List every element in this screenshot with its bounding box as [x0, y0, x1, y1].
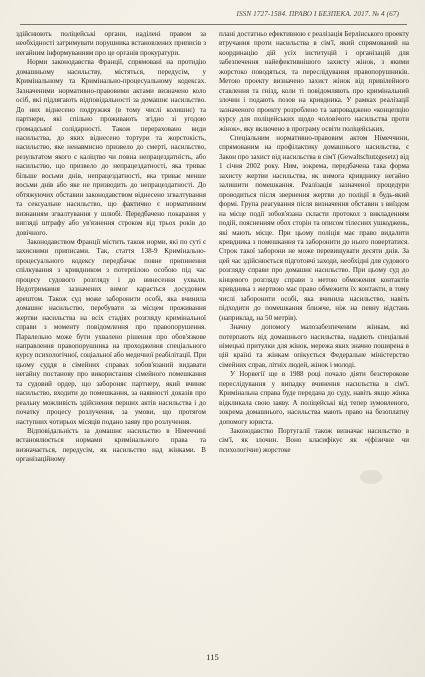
- header-rule: [20, 24, 407, 25]
- paragraph: Відповідальність за домашнє насильство в Німеччині встановлюється нормами кримінального права та визначається, передусім, як насильство над жінками. В організаційному: [16, 427, 206, 464]
- running-header: ISSN 1727-1584. ПРАВО І БЕЗПЕКА. 2017. № 4 (67): [236, 10, 399, 18]
- text-columns: [16, 30, 409, 642]
- paragraph: У Норвегії ще в 1988 році почало діяти безстерокове переслідування у випадку вчинення насильства в сім'ї. Кримінальна справа буде передана до суду, навіть якщо жінка відкликала свою заяву. А поліцейські від тепер зумовленого, зокрема домашнього, насильства мають право на безоплатну допомогу юриста.: [219, 370, 409, 426]
- paragraph: Норми законодавства Франції, спрямовані на протидію домашньому насильству, містяться, передусім, у Кримінальному та Кримінально-процесуальному кодексах. Зазначеними нормативно-правовими актами визначено коло осіб, які підлягають відповідальності за домашнє насильство. До них віднесено подружжя (в тому числі колишнє) та партнери, які спільно проживають згідно зі угодою громадської солідарності. Також перераховано види насильства, до яких віднесено тортури та жорстокість, насильство, яке ненавмисно призвело до смерті, насильство, результатом якого є каліцтво чи повна непрацездатність, або насильство, що призвело до непрацездатності, яка триває більше восьми днів, непрацездатності, яка триває менше восьми днів або яке не призводить до непрацездатності. До обтяжуючих обставин законодавством віднесено згвалтування та сексуальне насильство, що фактично є нормативним визнанням згвалтування у шлюбі. Передбачено покарання у вигляді штрафу або ув'язнення строком від трьох років до довічного.: [16, 58, 206, 237]
- paragraph: Спеціальним нормативно-правовим актом Німеччини, спрямованим на профілактику домашнього насильства, є Закон про захист від насильства в сім'ї (Gewaltschutzgesetz) від 1 січня 2002 року. Ним, зокрема, передбачена така форма захисту жертви насильства, як вимога кривднику негайно залишити помешкання. Реалізація зазначеної процедури проводиться після звернення жертви до поліції в будь-який формі. Група реагування після визначення обставин з виїздом на місце події зобов'язана скласти протокол з викладенням подій, поясненням обох сторін та описом тілесних ушкоджень, які мають місце. При цьому поліція має право видалити кривдника з помешкання та заборонити до нього повертатися. Строк такої заборони не може перевищувати десяти днів. За цей час здійснюється підготовчі заходи, необхідні для судового розгляду справи про домашнє насильство. При цьому суд до кінцевого розгляду справи з метою обмеження контактів кривдника з жертвою має право обмежити їх контакти, в тому числі заборонити особі, яка вчинила насильство, навіть підходити до помешкання ближче, ніж на певну відстань (наприклад, на 50 метрів).: [219, 133, 409, 322]
- right-column: [219, 30, 409, 642]
- left-column: [16, 30, 206, 642]
- paragraph: плані достатньо ефективною є реалізація Берлінського проекту втручання проти насильства в сім'ї, який спрямований на координацію дій усіх інституцій і організацій для забезпечення найефективнішого захисту жінок, з якими жорстоко поводяться, та переслідування правопорушників. Метою проекту визначено захист жінок від привілейного ставлення та гнізд, коли ті повідомляють про кримінальний злочин і подають позов на кривдника. У рамках реалізації зазначеного проекту розроблено та запроваджено «концепцію курсу для поліцейських щодо чоловічого насильства проти жінок», яку включено в програму освіти поліцейських.: [219, 30, 409, 133]
- page-number: 115: [206, 652, 219, 662]
- paragraph: Значну допомогу малозабезпеченим жінкам, які потерпають від домашнього насильства, надають спеціальні німецькі притулки для жінок, мережа яких значно поширена в цій країні та жінкам опікується Федеральне міністерство сімейних справ, літніх людей, жінок і молоді.: [219, 323, 409, 369]
- paragraph: Законодавством Франції містить також норми, які по суті є захисними приписами. Так, стаття 138-9 Кримінально-процесуального кодексу передбачає повне припинення спілкування з кривдником з потерпілою особою під час процесу судового розгляду і до винесення ухвали. Недотримання зазначених вимог карається досудовим арештом. Також суд може заборонити особі, яка вчинила домашнє насильство, перебувати за місцем проживання жертви насильства на всіх стадіях розгляду кримінальної справи з моменту повідомлення про правопорушення. Паралельно може бути ухвалено рішення про обов'язкове направлення правопорушника на проходження спеціального курсу психологічної, соціальної або медичної реабілітації. При цьому суддя в сімейних справах зобов'язаний видавати негайну постанову про використання сімейного помешкання та судовий ордер, що забороняє партнеру, який вчиняє насильство, входити до помешкання, за наявності доказів про реальну можливість здійснення перших актів насильства і до початку процесу розлучення, за умови, що протягом наступних чотирьох місяців подано заяву про розлучення.: [16, 237, 206, 426]
- paragraph: Законодавство Португалії також визначає насильство в сім'ї, як злочин. Воно класифікує як «(фізичне чи психологічне) жорстоке: [219, 427, 409, 454]
- paragraph: здійснюють поліцейські органи, наділені правом за необхідності затримувати порушника встановлених приписів з негайним інформуванням про це органів прокуратури.: [16, 30, 206, 57]
